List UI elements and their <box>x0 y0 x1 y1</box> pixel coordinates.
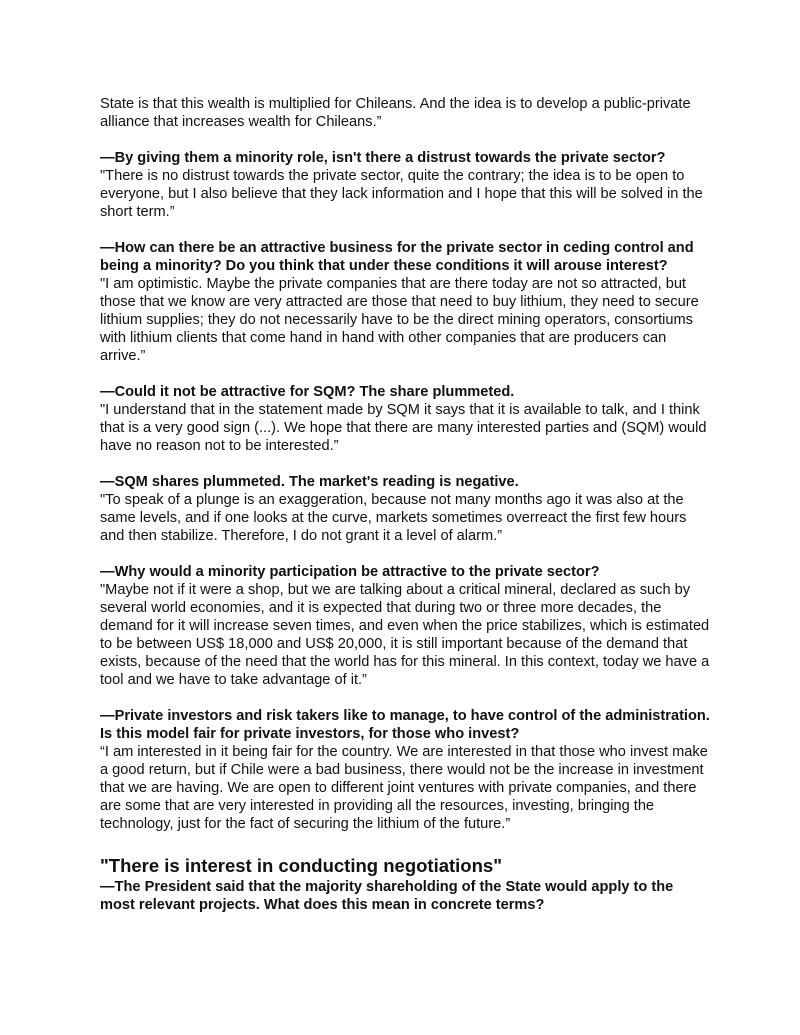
answer: "There is no distrust towards the private sector, quite the contrary; the idea is to be open to everyone, but I also believe that they lack information and I hope that this will be solved in the short term.” <box>100 168 703 220</box>
answer: "I understand that in the statement made by SQM it says that it is available to talk, and I think that is a very good sign (...). We hope that there are many interested parties and (SQM) would have no reason not to be interested.” <box>100 402 707 454</box>
intro-paragraph: State is that this wealth is multiplied for Chileans. And the idea is to develop a public-private alliance that increases wealth for Chileans.” <box>100 96 691 130</box>
section-heading: "There is interest in conducting negotiations" <box>100 855 502 876</box>
qa-block <box>100 383 710 455</box>
final-question: —The President said that the majority shareholding of the State would apply to the most relevant projects. What does this mean in concrete terms? <box>100 879 674 913</box>
answer: "Maybe not if it were a shop, but we are talking about a critical mineral, declared as such by several world economies, and it is expected that during two or three more decades, the demand for it will increase seven times, and even when the price stabilizes, which is estimated to be between US$ 18,000 and US$ 20,000, it is still important because of the demand that exists, because of the need that the world has for this mineral. In this context, today we have a tool and we have to take advantage of it.” <box>100 582 710 688</box>
answer: "I am optimistic. Maybe the private companies that are there today are not so attracted, but those that we know are very attracted are those that need to buy lithium, they need to secure lithium supplies; they do not necessarily have to be the direct mining operators, consortiums with lithium clients that come hand in hand with other companies that are producers can arrive.” <box>100 276 699 364</box>
answer: “I am interested in it being fair for the country. We are interested in that those who invest make a good return, but if Chile were a bad business, there would not be the increase in investment that we are having. We are open to different joint ventures with private companies, and there are some that are very interested in providing all the resources, investing, bringing the technology, just for the fact of securing the lithium of the future.” <box>100 744 708 832</box>
qa-block <box>100 239 710 365</box>
question: —By giving them a minority role, isn't there a distrust towards the private sector? <box>100 150 666 166</box>
question: —Private investors and risk takers like to manage, to have control of the administration. Is this model fair for private investors, for those who invest? <box>100 708 710 742</box>
qa-block <box>100 473 710 545</box>
qa-block <box>100 707 710 833</box>
question: —How can there be an attractive business for the private sector in ceding control and being a minority? Do you think that under these conditions it will arouse interest? <box>100 240 694 274</box>
question: —Why would a minority participation be attractive to the private sector? <box>100 564 600 580</box>
qa-block <box>100 563 710 689</box>
question: —Could it not be attractive for SQM? The share plummeted. <box>100 384 515 400</box>
intro-block <box>100 95 710 131</box>
question: —SQM shares plummeted. The market's reading is negative. <box>100 474 519 490</box>
qa-block <box>100 149 710 221</box>
document-body <box>100 95 710 914</box>
answer: "To speak of a plunge is an exaggeration, because not many months ago it was also at the same levels, and if one looks at the curve, markets sometimes overreact the first few hours and then stabilize. Therefore, I do not grant it a level of alarm.” <box>100 492 687 544</box>
